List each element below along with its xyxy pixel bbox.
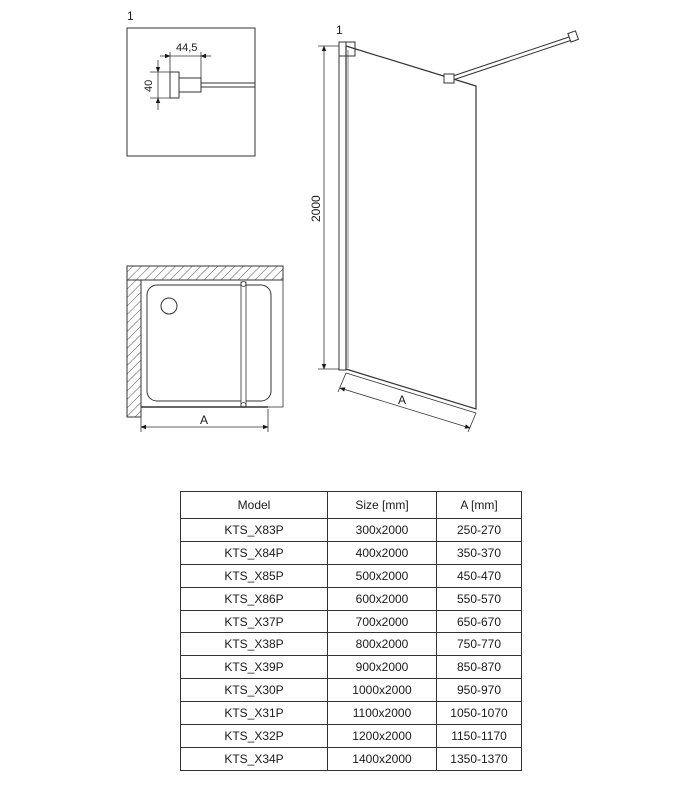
size-cell: 1100x2000 (328, 702, 437, 725)
plan-wall-top (127, 266, 283, 280)
size-cell: 800x2000 (328, 633, 437, 656)
plan-glass-panel (241, 282, 246, 406)
column-header-model: Model (181, 492, 328, 519)
model-cell: KTS_X84P (181, 541, 328, 564)
model-cell: KTS_X31P (181, 702, 328, 725)
column-header-a: A [mm] (437, 492, 522, 519)
model-cell: KTS_X39P (181, 656, 328, 679)
table-row (181, 633, 522, 656)
a-cell: 450-470 (437, 564, 522, 587)
size-cell: 1400x2000 (328, 747, 437, 770)
column-header-size: Size [mm] (328, 492, 437, 519)
a-cell: 1350-1370 (437, 747, 522, 770)
size-cell: 500x2000 (328, 564, 437, 587)
model-cell: KTS_X86P (181, 587, 328, 610)
plan-dim-a: A (200, 413, 209, 427)
detail-callout-label: 1 (127, 9, 134, 23)
model-cell: KTS_X83P (181, 519, 328, 542)
detail-view (127, 9, 255, 156)
a-cell: 950-970 (437, 679, 522, 702)
size-cell: 900x2000 (328, 656, 437, 679)
a-cell: 350-370 (437, 541, 522, 564)
a-cell: 850-870 (437, 656, 522, 679)
elevation-stabilizer-clamp (444, 74, 454, 83)
plan-shower-tray (147, 285, 271, 401)
a-cell: 750-770 (437, 633, 522, 656)
size-cell: 1200x2000 (328, 725, 437, 748)
table-row (181, 610, 522, 633)
a-cell: 550-570 (437, 587, 522, 610)
table-row (181, 747, 522, 770)
table-row (181, 564, 522, 587)
table-row (181, 725, 522, 748)
a-cell: 650-670 (437, 610, 522, 633)
plan-wall-left (127, 280, 141, 417)
model-cell: KTS_X32P (181, 725, 328, 748)
table-header-row (181, 492, 522, 519)
model-cell: KTS_X34P (181, 747, 328, 770)
table-row (181, 702, 522, 725)
elevation-callout-label: 1 (336, 23, 343, 37)
table-row (181, 679, 522, 702)
elevation-wall-profile (339, 42, 346, 370)
size-cell: 700x2000 (328, 610, 437, 633)
table-row (181, 587, 522, 610)
table-row (181, 656, 522, 679)
detail-dim-width: 44,5 (176, 42, 198, 54)
table-row (181, 519, 522, 542)
size-cell: 600x2000 (328, 587, 437, 610)
model-cell: KTS_X30P (181, 679, 328, 702)
a-cell: 250-270 (437, 519, 522, 542)
elevation-dim-height: 2000 (309, 195, 323, 222)
elevation-view (309, 23, 578, 432)
model-cell: KTS_X85P (181, 564, 328, 587)
model-spec-table (180, 491, 522, 771)
a-cell: 1050-1070 (437, 702, 522, 725)
elevation-glass-panel (346, 46, 476, 409)
size-cell: 400x2000 (328, 541, 437, 564)
detail-wall-profile (170, 72, 179, 98)
plan-drain (161, 298, 177, 314)
model-cell: KTS_X37P (181, 610, 328, 633)
size-cell: 1000x2000 (328, 679, 437, 702)
a-cell: 1150-1170 (437, 725, 522, 748)
table-row (181, 541, 522, 564)
detail-bracket (179, 78, 201, 92)
model-cell: KTS_X38P (181, 633, 328, 656)
plan-view (127, 266, 283, 432)
detail-dim-height: 40 (143, 79, 155, 92)
elevation-dim-a: A (398, 393, 407, 407)
size-cell: 300x2000 (328, 519, 437, 542)
